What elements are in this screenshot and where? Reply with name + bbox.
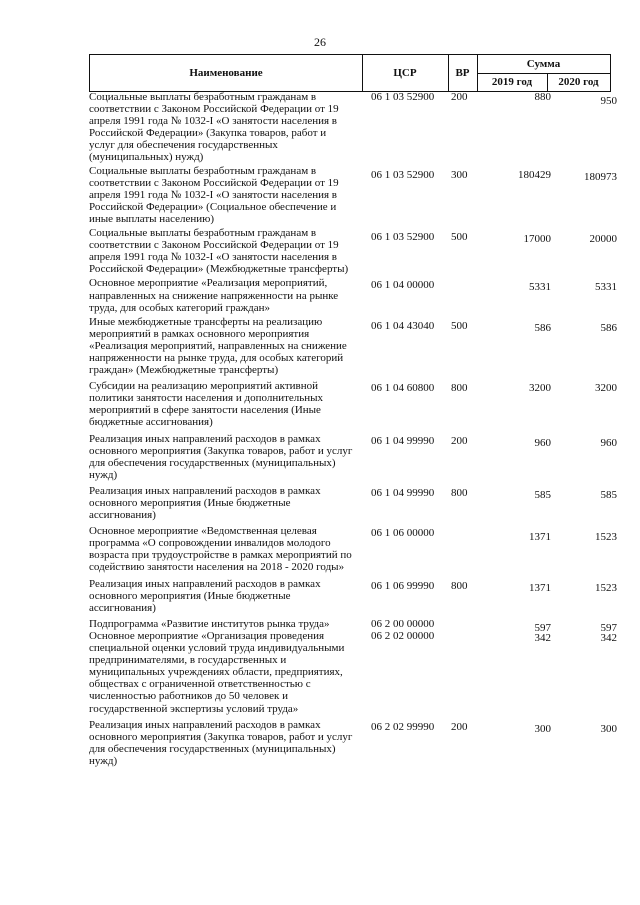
row-value-2019: 586: [534, 321, 551, 334]
table-row: [89, 277, 619, 313]
header-name: Наименование: [189, 67, 263, 79]
row-value-2020: 20000: [589, 233, 617, 246]
row-csr: 06 1 03 52900: [371, 91, 435, 103]
row-name: Социальные выплаты безработным гражданам в соответствии с Законом Российской Федерации от 19 апреля 1991 года № 1032-I «О занятости населения в Российской Федерации» (Социальное обеспечение и иные выплаты населению): [89, 164, 339, 225]
row-csr: 06 2 00 00000: [371, 617, 435, 630]
row-vr: 500: [451, 231, 468, 244]
row-csr: 06 1 04 43040: [371, 319, 435, 332]
table-row: [89, 227, 619, 275]
row-value-2020: 180973: [584, 170, 617, 183]
row-value-2019: 300: [534, 722, 551, 735]
table-row: [89, 630, 619, 715]
row-csr: 06 1 04 99990: [371, 434, 435, 447]
row-value-2020: 342: [600, 631, 617, 644]
row-name: Реализация иных направлений расходов в рамках основного мероприятия (Иные бюджетные ассигнования): [89, 484, 321, 522]
row-csr: 06 1 04 00000: [371, 279, 435, 292]
row-name: Социальные выплаты безработным гражданам в соответствии с Законом Российской Федерации от 19 апреля 1991 года № 1032-I «О занятости населения в Российской Федерации» (Закупка товаров, работ и услуг для обеспечения государственных (муниципальных) нужд): [89, 91, 339, 164]
row-value-2019: 17000: [523, 233, 551, 246]
row-name: Иные межбюджетные трансферты на реализацию мероприятий в рамках основного мероприятия «Реализация мероприятий, направленных на снижение напряженности на рынке труда, для особых категорий граждан» (Межбюджетные трансферты): [89, 315, 347, 377]
row-value-2020: 586: [600, 321, 617, 334]
row-vr: 800: [451, 382, 468, 395]
row-value-2019: 880: [534, 91, 551, 103]
row-vr: 500: [451, 319, 468, 332]
row-value-2020: 1523: [595, 581, 617, 594]
row-vr: 200: [451, 91, 468, 103]
row-value-2019: 3200: [529, 382, 551, 395]
row-name: Основное мероприятие «Ведомственная целевая программа «О сопровождении инвалидов молодого возраста при трудоустройстве в рамках мероприятий по содействию занятости населения на 2018 - 2020 годы»: [89, 525, 352, 574]
row-name: Социальные выплаты безработным гражданам в соответствии с Законом Российской Федерации от 19 апреля 1991 года № 1032-I «О занятости населения в Российской Федерации» (Межбюджетные трансферты): [89, 227, 349, 276]
row-name: Подпрограмма «Развитие институтов рынка труда»: [89, 617, 330, 630]
row-vr: 800: [451, 579, 468, 592]
row-value-2019: 5331: [529, 281, 551, 294]
row-name: Субсидии на реализацию мероприятий активной политики занятости населения и дополнительных мероприятий в сфере занятости населения (Иные бюджетные ассигнования): [89, 380, 324, 429]
row-vr: 200: [451, 720, 468, 733]
row-value-2019: 960: [534, 436, 551, 449]
table-row: [89, 433, 619, 481]
row-name: Реализация иных направлений расходов в рамках основного мероприятия (Закупка товаров, работ и услуг для обеспечения государственных (муниципальных) нужд): [89, 432, 353, 481]
table-row: [89, 485, 619, 521]
header-vr: ВР: [455, 67, 470, 79]
row-value-2020: 5331: [595, 281, 617, 294]
table-row: [89, 578, 619, 614]
row-csr: 06 1 06 99990: [371, 579, 435, 592]
header-year-2019: 2019 год: [491, 76, 533, 88]
row-csr: 06 2 02 00000: [371, 629, 435, 642]
table-row: [89, 165, 619, 225]
row-value-2019: 342: [534, 631, 551, 644]
row-vr: 800: [451, 486, 468, 499]
row-value-2019: 585: [534, 488, 551, 501]
row-value-2020: 585: [600, 488, 617, 501]
row-value-2020: 960: [600, 436, 617, 449]
row-csr: 06 1 04 60800: [371, 382, 435, 395]
table-row: [89, 316, 619, 376]
row-value-2020: 3200: [595, 382, 617, 395]
table-header: [89, 54, 611, 92]
row-name: Реализация иных направлений расходов в рамках основного мероприятия (Иные бюджетные ассигнования): [89, 577, 321, 614]
row-vr: 300: [451, 168, 468, 181]
row-value-2019: 180429: [518, 168, 551, 181]
row-csr: 06 1 03 52900: [371, 231, 435, 244]
row-value-2020: 950: [600, 95, 617, 107]
row-value-2019: 1371: [529, 581, 551, 594]
header-sum: Сумма: [526, 58, 561, 70]
row-value-2020: 1523: [595, 531, 617, 544]
table-row: [89, 525, 619, 573]
row-value-2019: 597: [534, 621, 551, 634]
table-body: [89, 91, 619, 767]
header-year-2020: 2020 год: [558, 76, 599, 88]
row-value-2020: 300: [600, 722, 617, 735]
table-row: [89, 617, 619, 634]
row-value-2020: 597: [600, 621, 617, 634]
table-row: [89, 719, 619, 767]
row-value-2019: 1371: [529, 531, 551, 544]
table-row: [89, 380, 619, 428]
row-csr: 06 1 06 00000: [371, 527, 435, 540]
row-vr: 200: [451, 434, 468, 447]
row-name: Реализация иных направлений расходов в рамках основного мероприятия (Закупка товаров, работ и услуг для обеспечения государственных (муниципальных) нужд): [89, 718, 353, 767]
row-csr: 06 2 02 99990: [371, 720, 435, 733]
row-csr: 06 1 03 52900: [371, 168, 435, 181]
table-row: [89, 91, 619, 164]
row-name: Основное мероприятие «Организация проведения специальной оценки условий труда индивидуальными предпринимателями, в государственных и муниципальных учреждениях области, предприятиях, обществах с ограниченной ответственностью с численностью работников до 50 человек и государственной экспертизы условий труда»: [89, 629, 345, 715]
row-csr: 06 1 04 99990: [371, 486, 435, 499]
header-csr: ЦСР: [393, 67, 417, 79]
row-name: Основное мероприятие «Реализация мероприятий, направленных на снижение напряженности на рынке труда, для особых категорий граждан»: [89, 277, 339, 314]
page-number: 26: [314, 35, 326, 49]
